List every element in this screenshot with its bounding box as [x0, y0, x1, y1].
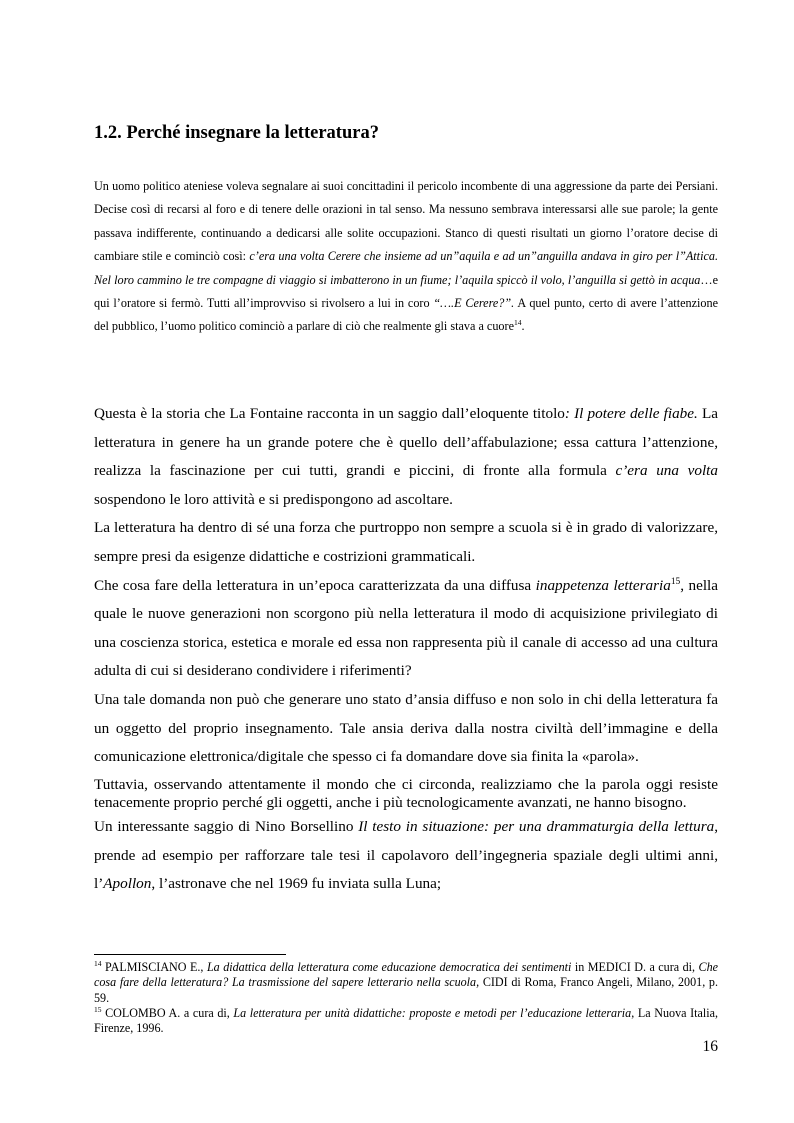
section-heading: 1.2. Perché insegnare la letteratura?	[94, 123, 379, 143]
footnote-separator	[94, 954, 286, 955]
footnote-ref-15[interactable]: 15	[670, 576, 681, 587]
paragraph-2: La letteratura ha dentro di sé una forza che purtroppo non sempre a scuola si è in grado di valorizzare, sempre presi da esigenze didattiche e costrizioni grammaticali.	[94, 519, 718, 565]
paragraph-1: Questa è la storia che La Fontaine racconta in un saggio dall’eloquente titolo: Il potere delle fiabe. La letteratura in genere ha un grande potere che è quello dell’affabulazione; essa cattura l’attenzione, realizza la fascinazione per cui tutti, grandi e piccini, di fronte alla formula c’era una volta sospendono le loro attività e si predispongono ad ascoltare.	[94, 405, 718, 508]
footnote-14: $^{14}$ PALMISCIANO E., La didattica della letteratura come educazione democratica dei sentimenti in MEDICI D. a cura di, Che cosa fare della letteratura? La trasmissione del sapere letterario nella scuola, CIDI di Roma, Franco Angeli, Milano, 2001, p. 59.	[94, 958, 719, 1005]
page-number: 16	[702, 1038, 718, 1055]
paragraph-6: Un interessante saggio di Nino Borsellino Il testo in situazione: per una drammaturgia della lettura, prende ad esempio per rafforzare tale tesi il capolavoro dell’ingegneria spaziale degli ultimi anni, l’Apollon, l’astronave che nel 1969 fu inviata sulla Luna;	[94, 818, 718, 893]
paragraph-4: Una tale domanda non può che generare uno stato d’ansia diffuso e non solo in chi della letteratura fa un oggetto del proprio insegnamento. Tale ansia deriva dalla nostra civiltà dell’immagine e della comunicazione elettronica/digitale che spesso ci fa domandare dove sia finita la «parola».	[94, 690, 718, 766]
paragraph-5: Tuttavia, osservando attentamente il mondo che ci circonda, realizziamo che la parola oggi resiste tenacemente proprio perché gli oggetti, anche i più tecnologicamente avanzati, ne hanno bisogno.	[94, 775, 718, 811]
footnote-15: $^{15}$ COLOMBO A. a cura di, La letteratura per unità didattiche: proposte e metodi per l’educazione letteraria, La Nuova Italia, Firenze, 1996.	[94, 1004, 718, 1036]
footnotes	[94, 960, 718, 1036]
paragraph-3: Che cosa fare della letteratura in un’epoca caratterizzata da una diffusa inappetenza letteraria$^{15}$, nella quale le nuove generazioni non scorgono più nella letteratura il modo di acquisizione privilegiato di una coscienza storica, estetica e morale ed essa non rappresenta più il canale di accesso ad una cultura adulta di cui si desiderano condividere i riferimenti?	[94, 576, 719, 680]
intro-paragraph: Un uomo politico ateniese voleva segnalare ai suoi concittadini il pericolo incombente di una aggressione da parte dei Persiani. Decise così di recarsi al foro e di tenere delle orazioni in tal senso. Ma nessuno sembrava interessarsi alle sue parole; la gente passava indifferente, continuando a dedicarsi alle solite occupazioni. Stanco di questi risultati un giorno l’oratore decise di cambiare stile e cominciò così: c’era una volta Cerere che insieme ad un”aquila e ad un”anguilla andava in giro per l”Attica. Nel loro cammino le tre compagne di viaggio si imbatterono in un fiume; l’aquila spiccò il volo, l’anguilla si gettò in acqua…e qui l’oratore si fermò. Tutti all’improvviso si rivolsero a lui in coro “….E Cerere?”. A quel punto, certo di avere l’attenzione del pubblico, l’uomo politico cominciò a parlare di ciò che realmente gli stava a cuore$^{14}$.	[94, 179, 719, 334]
main-text	[94, 400, 718, 899]
footnote-ref-14[interactable]: 14	[513, 318, 522, 328]
intro-anecdote	[94, 175, 718, 339]
